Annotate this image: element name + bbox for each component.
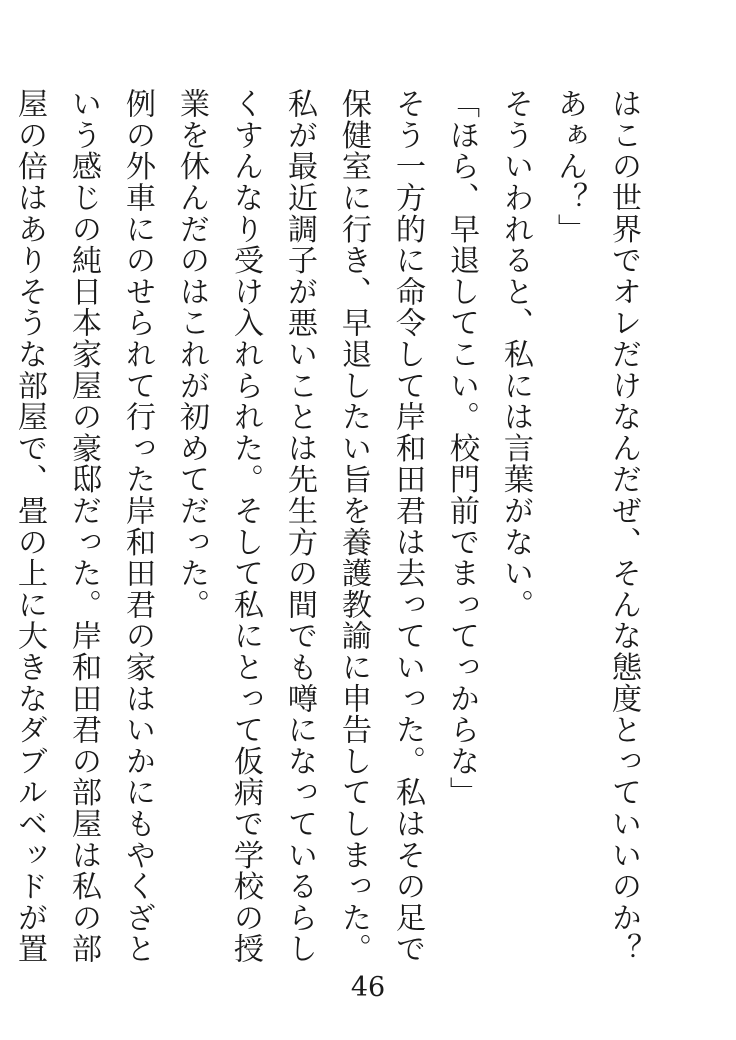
page-number: 46 — [350, 972, 386, 1003]
paragraph: そう一方的に命令して岸和田君は去っていった。私はその足で保健室に行き、早退したい旨を養護教諭に申告してしまった。私が最近調子が悪いことは先生方の間でも噂になっているらしくすんなり受け入れられた。そして私にとって仮病で学校の授業を休んだのはこれが初めてだった。 — [174, 88, 425, 965]
vertical-text-body — [12, 88, 650, 968]
paragraph: 例の外車にのせられて行った岸和田君の家はいかにもやくざという感じの純日本家屋の豪邸だった。岸和田君の部屋は私の部屋の倍はありそうな部屋で、畳の上に大きなダブルベッドが置 — [12, 88, 155, 965]
paragraph: はこの世界でオレだけなんだぜ、そんな態度とっていいのか？あぁん？」 — [552, 88, 641, 965]
paragraph: そういわれると、私には言葉がない。 — [498, 88, 533, 621]
paragraph: 「ほら、早退してこい。校門前でまってっからな」 — [444, 88, 479, 808]
